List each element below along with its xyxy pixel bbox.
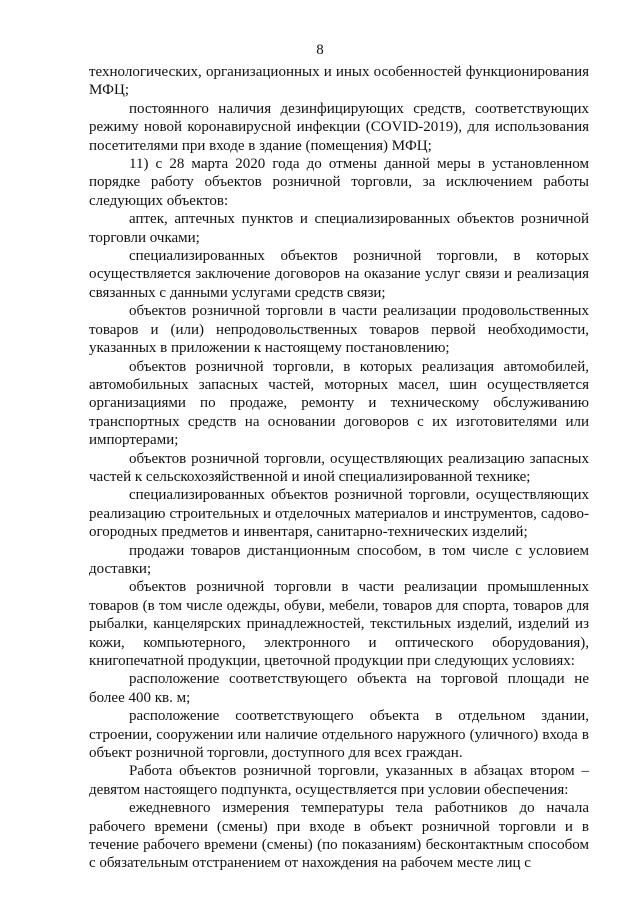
paragraph: аптек, аптечных пунктов и специализированных объектов розничной торговли очками; <box>89 211 589 246</box>
paragraph: Работа объектов розничной торговли, указанных в абзацах втором – девятом настоящего подпункта, осуществляется при условии обеспечения: <box>89 763 589 798</box>
document-body <box>89 63 589 873</box>
paragraph: продажи товаров дистанционным способом, в том числе с условием доставки; <box>89 542 589 577</box>
paragraph: специализированных объектов розничной торговли, в которых осуществляется заключение договоров на оказание услуг связи и реализация связанных с данными услугами средств связи; <box>89 248 589 301</box>
page-number: 8 <box>316 42 324 58</box>
paragraph-item-11: 11) с 28 марта 2020 года до отмены данной меры в установленном порядке работу объектов розничной торговли, за исключением работы следующих объектов: <box>89 156 589 209</box>
paragraph: постоянного наличия дезинфицирующих средств, соответствующих режиму новой коронавирусной инфекции (COVID-2019), для использования посетителями при входе в здание (помещения) МФЦ; <box>89 100 589 154</box>
paragraph: объектов розничной торговли, в которых реализация автомобилей, автомобильных запасных частей, моторных масел, шин осуществляется организациями по продаже, ремонту и техническому обслуживанию транспортных средств на основании договоров с их изготовителями или импортерами; <box>89 358 589 449</box>
paragraph-continuation: технологических, организационных и иных особенностей функционирования МФЦ; <box>89 64 589 99</box>
paragraph: объектов розничной торговли в части реализации продовольственных товаров и (или) непродовольственных товаров первой необходимости, указанных в приложении к настоящему постановлению; <box>89 303 589 357</box>
paragraph: объектов розничной торговли, осуществляющих реализацию запасных частей к сельскохозяйственной и иной специализированной технике; <box>89 450 589 485</box>
paragraph: специализированных объектов розничной торговли, осуществляющих реализацию строительных и отделочных материалов и инструментов, садово-огородных предметов и инвентаря, санитарно-технических изделий; <box>89 487 589 541</box>
paragraph: расположение соответствующего объекта на торговой площади не более 400 кв. м; <box>89 671 589 706</box>
paragraph: ежедневного измерения температуры тела работников до начала рабочего времени (смены) при входе в объект розничной торговли и в течение рабочего времени (смены) (по показаниям) бесконтактным способом с обязательным отстранением от нахождения на рабочем месте лиц с <box>89 800 589 872</box>
paragraph: расположение соответствующего объекта в отдельном здании, строении, сооружении или наличие отдельного наружного (уличного) входа в объект розничной торговли, доступного для всех граждан. <box>89 708 589 762</box>
paragraph: объектов розничной торговли в части реализации промышленных товаров (в том числе одежды, обуви, мебели, товаров для спорта, товаров для рыбалки, канцелярских принадлежностей, текстильных изделий, изделий из кожи, компьютерного, электронного и оптического оборудования), книгопечатной продукции, цветочной продукции при следующих условиях: <box>89 579 589 669</box>
